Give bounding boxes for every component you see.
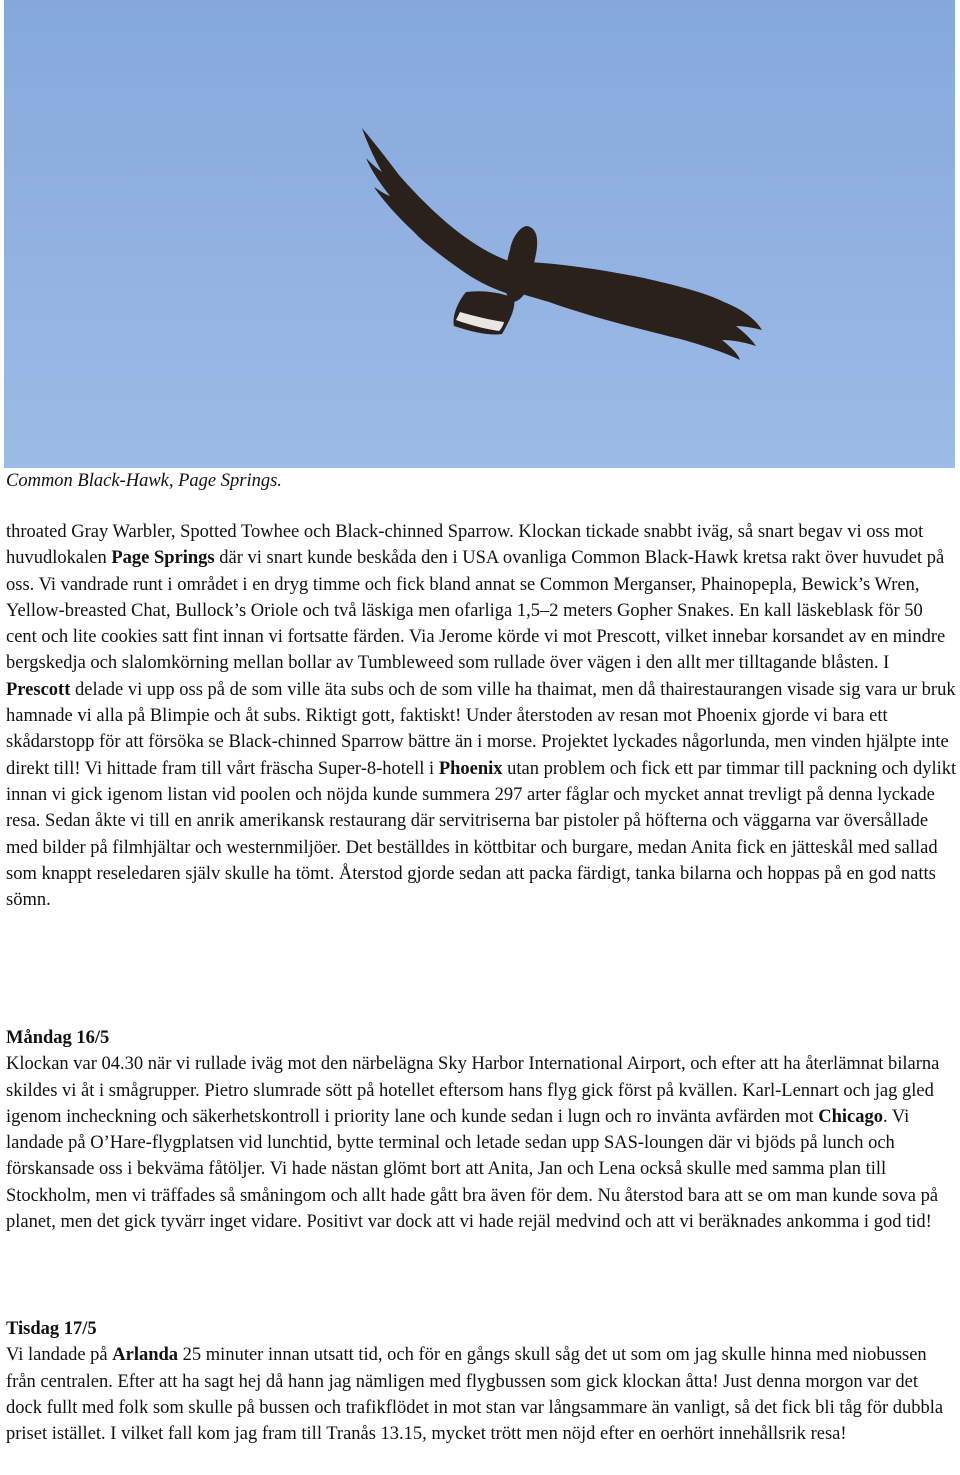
place-prescott: Prescott — [6, 679, 71, 700]
paragraph-tuesday — [6, 1316, 958, 1447]
place-arlanda: Arlanda — [112, 1345, 179, 1366]
p1-text-c: där vi snart kunde beskåda den i USA ovanliga Common Black-Hawk kretsa rakt över huvudet på oss. Vi vandrade runt i området i en dryg timme och fick bland annat se Common Merganser, Phainopepla, Bewick’s Wren, Yellow-breasted Chat, Bullock’s Oriole och två läskiga men ofarliga 1,5–2 meters Gopher Snakes. En kall läskeblask för 50 cent och lite cookies satt fint innan vi fortsatte färden. Via Jerome körde vi mot Prescott, vilket innebar korsandet av en mindre bergskedja och slalomkörning mellan bollar av Tumbleweed som rullade över vägen i den allt mer tilltagande blåsten. I — [6, 548, 946, 674]
p3-text-c: 25 minuter innan utsatt tid, och för en gångs skull såg det ut som om jag skulle hinna med niobussen från centralen. Efter att ha sagt hej då hann jag nämligen med flygbussen som gick klockan åtta! Just denna morgon var det dock fullt med folk som skulle på bussen och trafikflödet in mot stan var långsammare än vanligt, så det fick bli tåg för dubbla priset istället. I vilket fall kom jag fram till Tranås 13.15, mycket trött men nöjd efter en oerhört innehållsrik resa! — [6, 1345, 944, 1445]
p1-text-g: utan problem och fick ett par timmar till packning och dylikt innan vi gick igenom listan vid poolen och nöjda kunde summera 297 arter fåglar och mycket annat trevligt på denna lyckade resa. Sedan åkte vi till en anrik amerikansk restaurang där servitriserna bar pistoler på höfterna och väggarna var översållade med bilder på filmhjältar och westernmiljöer. Det beställdes in köttbitar och burgare, medan Anita fick en jätteskål med sallad som knappt reseledaren själv skulle ha tömt. Återstod gjorde sedan att packa färdigt, tanka bilarna och hoppas på en god natts sömn. — [6, 758, 957, 911]
black-hawk-photo — [4, 0, 955, 468]
sky-background — [4, 0, 955, 468]
heading-tuesday: Tisdag 17/5 — [6, 1319, 97, 1339]
place-chicago: Chicago — [818, 1106, 883, 1127]
p2-text-a: Klockan var 04.30 när vi rullade iväg mot den närbelägna Sky Harbor International Airport, och efter att ha återlämnat bilarna skildes vi åt i smågrupper. Pietro slumrade sött på hotellet eftersom hans flyg gick först på kvällen. Karl-Lennart och jag gled igenom incheckning och säkerhetskontroll i priority lane och kunde sedan i lugn och ro invänta avfärden mot — [6, 1054, 940, 1127]
photo-caption: Common Black-Hawk, Page Springs. — [6, 471, 282, 491]
p3-text-a: Vi landade på — [6, 1345, 113, 1366]
p1-text-e: delade vi upp oss på de som ville äta subs och de som ville ha thaimat, men då thairestaurangen visade sig vara ur bruk hamnade vi alla på Blimpie och åt subs. Riktigt gott, faktiskt! Under återstoden av resan mot Phoenix gjorde vi bara ett skådarstopp för att försöka se Black-chinned Sparrow bättre än i morse. Projektet lyckades någorlunda, men vinden hjälpte inte direkt till! Vi hittade fram till vårt fräscha Super-8-hotell i — [6, 679, 956, 779]
place-phoenix: Phoenix — [438, 758, 503, 779]
p2-text-c: . Vi landade på O’Hare-flygplatsen vid lunchtid, bytte terminal och letade sedan upp SAS-loungen där vi bjöds på lunch och förskansade oss i bekväma fåtöljer. Vi hade nästan glömt bort att Anita, Jan och Lena också skulle med samma plan till Stockholm, men vi träffades så småningom och allt hade gått bra även för dem. Nu återstod bara att se om man kunde sova på planet, men det gick tyvärr inget vidare. Positivt var dock att vi hade rejäl medvind och att vi beräknades ankomma i god tid! — [6, 1106, 939, 1233]
paragraph-monday — [6, 1025, 958, 1235]
p1-text-a: throated Gray Warbler, Spotted Towhee och Black-chinned Sparrow. Klockan tickade snabbt iväg, så snart begav vi oss mot huvudlokalen — [6, 522, 924, 569]
heading-monday: Måndag 16/5 — [6, 1028, 110, 1048]
paragraph-1 — [6, 519, 958, 913]
place-page-springs: Page Springs — [111, 548, 215, 569]
